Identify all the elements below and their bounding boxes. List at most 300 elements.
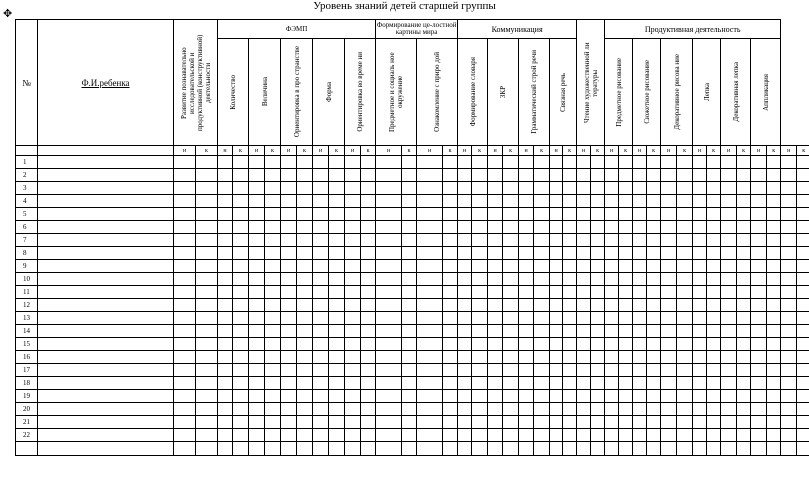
score-cell[interactable] (472, 442, 488, 456)
score-cell[interactable] (577, 351, 591, 364)
score-cell[interactable] (737, 442, 751, 456)
score-cell[interactable] (591, 403, 605, 416)
score-cell[interactable] (174, 377, 196, 390)
score-cell[interactable] (647, 286, 661, 299)
score-cell[interactable] (767, 221, 781, 234)
score-cell[interactable] (577, 208, 591, 221)
score-cell[interactable] (619, 338, 633, 351)
score-cell[interactable] (633, 442, 647, 456)
score-cell[interactable] (345, 273, 361, 286)
score-cell[interactable] (443, 299, 458, 312)
score-cell[interactable] (361, 364, 376, 377)
score-cell[interactable] (472, 403, 488, 416)
score-cell[interactable] (174, 182, 196, 195)
score-cell[interactable] (281, 195, 297, 208)
score-cell[interactable] (196, 195, 218, 208)
score-cell[interactable] (265, 156, 281, 169)
score-cell[interactable] (174, 390, 196, 403)
score-cell[interactable] (751, 234, 767, 247)
score-cell[interactable] (313, 260, 329, 273)
score-cell[interactable] (297, 403, 313, 416)
score-cell[interactable] (265, 325, 281, 338)
score-cell[interactable] (721, 338, 737, 351)
score-cell[interactable] (503, 234, 519, 247)
score-cell[interactable] (488, 182, 503, 195)
score-cell[interactable] (647, 312, 661, 325)
score-cell[interactable] (767, 338, 781, 351)
score-cell[interactable] (472, 156, 488, 169)
score-cell[interactable] (605, 390, 619, 403)
score-cell[interactable] (737, 377, 751, 390)
score-cell[interactable] (443, 377, 458, 390)
score-cell[interactable] (249, 195, 265, 208)
score-cell[interactable] (677, 208, 693, 221)
score-cell[interactable] (577, 169, 591, 182)
score-cell[interactable] (707, 338, 721, 351)
score-cell[interactable] (781, 377, 797, 390)
score-cell[interactable] (550, 429, 563, 442)
score-cell[interactable] (534, 442, 550, 456)
score-cell[interactable] (218, 416, 233, 429)
score-cell[interactable] (361, 390, 376, 403)
score-cell[interactable] (797, 403, 809, 416)
score-cell[interactable] (265, 364, 281, 377)
score-cell[interactable] (633, 156, 647, 169)
score-cell[interactable] (677, 247, 693, 260)
score-cell[interactable] (721, 442, 737, 456)
score-cell[interactable] (443, 247, 458, 260)
score-cell[interactable] (677, 182, 693, 195)
score-cell[interactable] (563, 182, 577, 195)
score-cell[interactable] (458, 234, 472, 247)
score-cell[interactable] (767, 156, 781, 169)
score-cell[interactable] (577, 429, 591, 442)
score-cell[interactable] (196, 377, 218, 390)
child-name-cell[interactable] (38, 195, 174, 208)
score-cell[interactable] (417, 208, 443, 221)
score-cell[interactable] (376, 442, 402, 456)
score-cell[interactable] (196, 234, 218, 247)
score-cell[interactable] (218, 169, 233, 182)
score-cell[interactable] (633, 299, 647, 312)
score-cell[interactable] (577, 221, 591, 234)
score-cell[interactable] (550, 195, 563, 208)
score-cell[interactable] (519, 234, 534, 247)
score-cell[interactable] (781, 364, 797, 377)
score-cell[interactable] (503, 299, 519, 312)
score-cell[interactable] (265, 169, 281, 182)
score-cell[interactable] (417, 156, 443, 169)
score-cell[interactable] (633, 247, 647, 260)
score-cell[interactable] (443, 273, 458, 286)
score-cell[interactable] (265, 390, 281, 403)
score-cell[interactable] (619, 247, 633, 260)
score-cell[interactable] (174, 429, 196, 442)
score-cell[interactable] (519, 351, 534, 364)
score-cell[interactable] (577, 286, 591, 299)
score-cell[interactable] (577, 299, 591, 312)
child-name-cell[interactable] (38, 234, 174, 247)
score-cell[interactable] (281, 351, 297, 364)
score-cell[interactable] (781, 416, 797, 429)
score-cell[interactable] (661, 442, 677, 456)
score-cell[interactable] (707, 429, 721, 442)
score-cell[interactable] (265, 416, 281, 429)
score-cell[interactable] (297, 299, 313, 312)
score-cell[interactable] (281, 338, 297, 351)
child-name-cell[interactable] (38, 273, 174, 286)
score-cell[interactable] (402, 247, 417, 260)
score-cell[interactable] (472, 338, 488, 351)
score-cell[interactable] (174, 273, 196, 286)
score-cell[interactable] (329, 182, 345, 195)
score-cell[interactable] (721, 195, 737, 208)
score-cell[interactable] (693, 286, 707, 299)
score-cell[interactable] (677, 195, 693, 208)
score-cell[interactable] (647, 364, 661, 377)
score-cell[interactable] (265, 351, 281, 364)
score-cell[interactable] (472, 377, 488, 390)
score-cell[interactable] (721, 169, 737, 182)
score-cell[interactable] (605, 364, 619, 377)
score-cell[interactable] (443, 208, 458, 221)
score-cell[interactable] (174, 247, 196, 260)
score-cell[interactable] (196, 156, 218, 169)
score-cell[interactable] (233, 442, 249, 456)
score-cell[interactable] (361, 312, 376, 325)
score-cell[interactable] (591, 364, 605, 377)
score-cell[interactable] (488, 234, 503, 247)
score-cell[interactable] (376, 325, 402, 338)
score-cell[interactable] (472, 364, 488, 377)
score-cell[interactable] (345, 442, 361, 456)
score-cell[interactable] (218, 247, 233, 260)
score-cell[interactable] (767, 325, 781, 338)
score-cell[interactable] (281, 286, 297, 299)
score-cell[interactable] (402, 286, 417, 299)
score-cell[interactable] (472, 325, 488, 338)
score-cell[interactable] (737, 299, 751, 312)
score-cell[interactable] (550, 208, 563, 221)
score-cell[interactable] (677, 221, 693, 234)
score-cell[interactable] (402, 429, 417, 442)
score-cell[interactable] (519, 377, 534, 390)
score-cell[interactable] (751, 416, 767, 429)
score-cell[interactable] (647, 221, 661, 234)
score-cell[interactable] (458, 169, 472, 182)
score-cell[interactable] (661, 416, 677, 429)
score-cell[interactable] (797, 221, 809, 234)
score-cell[interactable] (313, 234, 329, 247)
score-cell[interactable] (751, 429, 767, 442)
score-cell[interactable] (605, 195, 619, 208)
score-cell[interactable] (605, 351, 619, 364)
score-cell[interactable] (488, 325, 503, 338)
score-cell[interactable] (488, 377, 503, 390)
score-cell[interactable] (345, 351, 361, 364)
score-cell[interactable] (619, 442, 633, 456)
score-cell[interactable] (488, 156, 503, 169)
score-cell[interactable] (534, 416, 550, 429)
score-cell[interactable] (591, 208, 605, 221)
score-cell[interactable] (605, 169, 619, 182)
score-cell[interactable] (376, 416, 402, 429)
score-cell[interactable] (767, 442, 781, 456)
score-cell[interactable] (218, 377, 233, 390)
score-cell[interactable] (550, 312, 563, 325)
score-cell[interactable] (361, 325, 376, 338)
score-cell[interactable] (737, 169, 751, 182)
score-cell[interactable] (249, 234, 265, 247)
score-cell[interactable] (707, 351, 721, 364)
score-cell[interactable] (458, 442, 472, 456)
score-cell[interactable] (781, 390, 797, 403)
score-cell[interactable] (661, 208, 677, 221)
score-cell[interactable] (797, 364, 809, 377)
score-cell[interactable] (472, 182, 488, 195)
score-cell[interactable] (605, 260, 619, 273)
score-cell[interactable] (693, 351, 707, 364)
score-cell[interactable] (767, 390, 781, 403)
score-cell[interactable] (619, 169, 633, 182)
score-cell[interactable] (472, 195, 488, 208)
score-cell[interactable] (417, 286, 443, 299)
score-cell[interactable] (519, 325, 534, 338)
child-name-cell[interactable] (38, 416, 174, 429)
score-cell[interactable] (751, 299, 767, 312)
score-cell[interactable] (550, 156, 563, 169)
score-cell[interactable] (249, 169, 265, 182)
score-cell[interactable] (534, 325, 550, 338)
score-cell[interactable] (417, 221, 443, 234)
score-cell[interactable] (591, 182, 605, 195)
score-cell[interactable] (707, 312, 721, 325)
score-cell[interactable] (767, 247, 781, 260)
score-cell[interactable] (781, 338, 797, 351)
score-cell[interactable] (647, 325, 661, 338)
score-cell[interactable] (503, 351, 519, 364)
score-cell[interactable] (534, 208, 550, 221)
score-cell[interactable] (281, 390, 297, 403)
child-name-cell[interactable] (38, 390, 174, 403)
score-cell[interactable] (376, 286, 402, 299)
score-cell[interactable] (693, 403, 707, 416)
score-cell[interactable] (577, 364, 591, 377)
score-cell[interactable] (218, 195, 233, 208)
score-cell[interactable] (550, 299, 563, 312)
score-cell[interactable] (707, 195, 721, 208)
score-cell[interactable] (693, 234, 707, 247)
score-cell[interactable] (376, 312, 402, 325)
score-cell[interactable] (619, 351, 633, 364)
score-cell[interactable] (797, 182, 809, 195)
score-cell[interactable] (503, 403, 519, 416)
score-cell[interactable] (488, 299, 503, 312)
score-cell[interactable] (361, 195, 376, 208)
score-cell[interactable] (677, 299, 693, 312)
score-cell[interactable] (707, 247, 721, 260)
score-cell[interactable] (443, 169, 458, 182)
score-cell[interactable] (488, 416, 503, 429)
score-cell[interactable] (376, 221, 402, 234)
score-cell[interactable] (402, 299, 417, 312)
score-cell[interactable] (534, 273, 550, 286)
score-cell[interactable] (647, 234, 661, 247)
score-cell[interactable] (767, 286, 781, 299)
score-cell[interactable] (376, 403, 402, 416)
score-cell[interactable] (174, 403, 196, 416)
score-cell[interactable] (458, 429, 472, 442)
score-cell[interactable] (797, 208, 809, 221)
score-cell[interactable] (174, 325, 196, 338)
score-cell[interactable] (472, 429, 488, 442)
score-cell[interactable] (767, 351, 781, 364)
score-cell[interactable] (707, 403, 721, 416)
score-cell[interactable] (218, 156, 233, 169)
score-cell[interactable] (721, 260, 737, 273)
score-cell[interactable] (472, 273, 488, 286)
score-cell[interactable] (721, 286, 737, 299)
score-cell[interactable] (519, 260, 534, 273)
score-cell[interactable] (693, 169, 707, 182)
score-cell[interactable] (233, 169, 249, 182)
score-cell[interactable] (443, 234, 458, 247)
score-cell[interactable] (417, 364, 443, 377)
score-cell[interactable] (488, 312, 503, 325)
score-cell[interactable] (417, 416, 443, 429)
score-cell[interactable] (196, 260, 218, 273)
score-cell[interactable] (647, 156, 661, 169)
score-cell[interactable] (458, 351, 472, 364)
score-cell[interactable] (550, 221, 563, 234)
score-cell[interactable] (677, 429, 693, 442)
score-cell[interactable] (329, 325, 345, 338)
score-cell[interactable] (345, 286, 361, 299)
score-cell[interactable] (313, 169, 329, 182)
score-cell[interactable] (249, 260, 265, 273)
score-cell[interactable] (519, 169, 534, 182)
score-cell[interactable] (751, 208, 767, 221)
score-cell[interactable] (767, 364, 781, 377)
score-cell[interactable] (721, 299, 737, 312)
score-cell[interactable] (721, 273, 737, 286)
score-cell[interactable] (329, 247, 345, 260)
score-cell[interactable] (737, 325, 751, 338)
score-cell[interactable] (376, 182, 402, 195)
score-cell[interactable] (633, 286, 647, 299)
score-cell[interactable] (458, 182, 472, 195)
score-cell[interactable] (550, 442, 563, 456)
score-cell[interactable] (563, 312, 577, 325)
score-cell[interactable] (196, 416, 218, 429)
score-cell[interactable] (550, 169, 563, 182)
score-cell[interactable] (218, 351, 233, 364)
score-cell[interactable] (265, 247, 281, 260)
score-cell[interactable] (707, 182, 721, 195)
score-cell[interactable] (345, 182, 361, 195)
score-cell[interactable] (313, 429, 329, 442)
score-cell[interactable] (563, 273, 577, 286)
score-cell[interactable] (361, 299, 376, 312)
score-cell[interactable] (233, 182, 249, 195)
score-cell[interactable] (519, 364, 534, 377)
score-cell[interactable] (218, 390, 233, 403)
score-cell[interactable] (577, 273, 591, 286)
score-cell[interactable] (693, 416, 707, 429)
score-cell[interactable] (534, 299, 550, 312)
score-cell[interactable] (605, 312, 619, 325)
score-cell[interactable] (721, 182, 737, 195)
score-cell[interactable] (647, 390, 661, 403)
score-cell[interactable] (329, 286, 345, 299)
score-cell[interactable] (376, 260, 402, 273)
score-cell[interactable] (345, 169, 361, 182)
score-cell[interactable] (174, 338, 196, 351)
child-name-cell[interactable] (38, 351, 174, 364)
score-cell[interactable] (591, 377, 605, 390)
score-cell[interactable] (619, 299, 633, 312)
score-cell[interactable] (361, 221, 376, 234)
score-cell[interactable] (503, 208, 519, 221)
score-cell[interactable] (534, 338, 550, 351)
score-cell[interactable] (345, 364, 361, 377)
score-cell[interactable] (633, 351, 647, 364)
score-cell[interactable] (619, 195, 633, 208)
score-cell[interactable] (249, 221, 265, 234)
score-cell[interactable] (751, 260, 767, 273)
child-name-cell[interactable] (38, 260, 174, 273)
score-cell[interactable] (751, 364, 767, 377)
score-cell[interactable] (661, 169, 677, 182)
score-cell[interactable] (661, 403, 677, 416)
score-cell[interactable] (297, 325, 313, 338)
score-cell[interactable] (707, 442, 721, 456)
score-cell[interactable] (633, 390, 647, 403)
score-cell[interactable] (281, 403, 297, 416)
score-cell[interactable] (707, 325, 721, 338)
score-cell[interactable] (443, 364, 458, 377)
score-cell[interactable] (677, 364, 693, 377)
score-cell[interactable] (693, 325, 707, 338)
score-cell[interactable] (233, 312, 249, 325)
score-cell[interactable] (781, 325, 797, 338)
score-cell[interactable] (534, 247, 550, 260)
score-cell[interactable] (591, 312, 605, 325)
score-cell[interactable] (605, 429, 619, 442)
score-cell[interactable] (767, 208, 781, 221)
score-cell[interactable] (361, 247, 376, 260)
score-cell[interactable] (297, 234, 313, 247)
score-cell[interactable] (633, 260, 647, 273)
score-cell[interactable] (503, 429, 519, 442)
score-cell[interactable] (458, 377, 472, 390)
score-cell[interactable] (707, 299, 721, 312)
score-cell[interactable] (693, 429, 707, 442)
score-cell[interactable] (174, 260, 196, 273)
score-cell[interactable] (751, 325, 767, 338)
score-cell[interactable] (345, 312, 361, 325)
score-cell[interactable] (737, 416, 751, 429)
score-cell[interactable] (249, 416, 265, 429)
score-cell[interactable] (563, 429, 577, 442)
score-cell[interactable] (563, 286, 577, 299)
score-cell[interactable] (281, 429, 297, 442)
child-name-cell[interactable] (38, 377, 174, 390)
score-cell[interactable] (233, 286, 249, 299)
score-cell[interactable] (563, 351, 577, 364)
score-cell[interactable] (402, 403, 417, 416)
score-cell[interactable] (376, 195, 402, 208)
